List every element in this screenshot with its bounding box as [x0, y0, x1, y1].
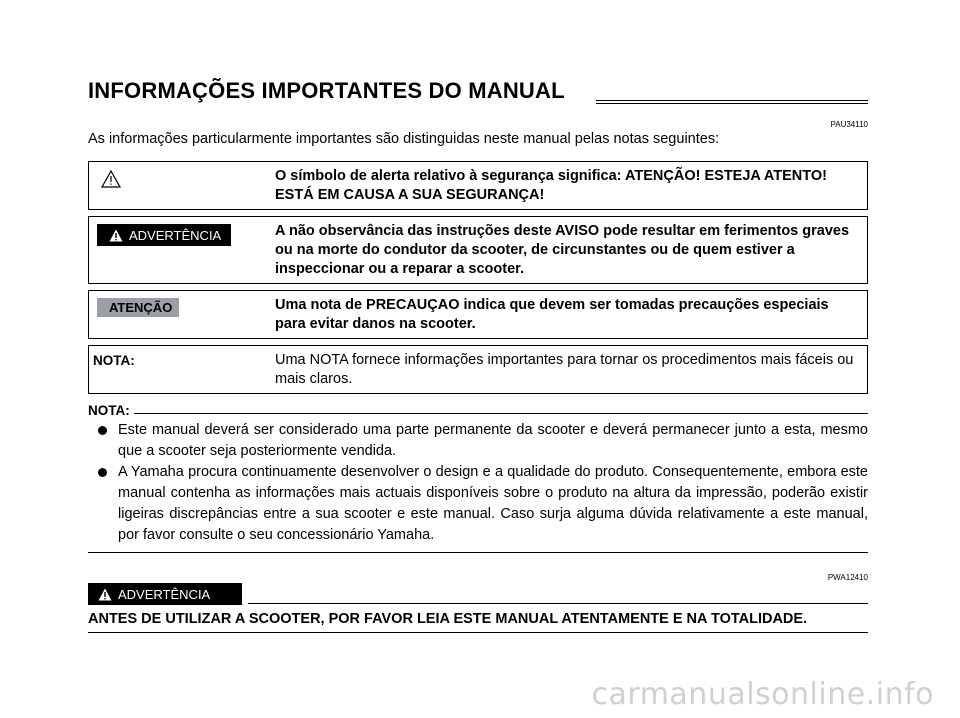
warning-badge-label: ADVERTÊNCIA	[129, 227, 222, 243]
note-box	[88, 345, 868, 394]
warning-code: PWA12410	[827, 573, 868, 582]
caution-badge: ATENÇÃO	[97, 298, 179, 317]
note-section-header	[88, 402, 868, 418]
bottom-warning-text: ANTES DE UTILIZAR A SCOOTER, POR FAVOR LEIA ESTE MANUAL ATENTAMENTE E NA TOTALIDADE.	[88, 611, 808, 627]
warning-text: A não observância das instruções deste AVISO pode resultar em ferimentos graves ou na morte do condutor da scooter, de circunstantes ou de quem estiver a inspeccionar ou a reparar a scooter.	[275, 223, 850, 277]
warning-box	[88, 216, 868, 284]
note-bullet-list	[88, 420, 868, 546]
bullet-icon	[98, 468, 107, 477]
caution-text: Uma nota de PRECAUÇAO indica que devem ser tomadas precauções especiais para evitar danos na scooter.	[275, 297, 829, 332]
bottom-warning-badge	[88, 583, 242, 605]
warning-triangle-icon	[98, 588, 112, 601]
caution-box	[88, 290, 868, 339]
title-rule-secondary	[596, 103, 868, 104]
title-rule	[596, 100, 868, 101]
note-text: Uma NOTA fornece informações importantes para tornar os procedimentos mais fáceis ou mais claros.	[275, 352, 854, 387]
bullet-icon	[98, 426, 107, 435]
note-section-label: NOTA:	[88, 403, 134, 418]
bottom-warning-rule	[248, 603, 868, 604]
watermark: carmanualsonline.info	[591, 677, 934, 712]
list-item: Este manual deverá ser considerado uma parte permanente da scooter e deverá permanecer junto a esta, mesmo que a scooter seja posteriormente vendida.	[88, 420, 868, 462]
list-item: A Yamaha procura continuamente desenvolver o design e a qualidade do produto. Consequentemente, embora este manual contenha as informações mais actuais disponíveis sobre o produto na altura da impressão, poderão existir ligeiras discrepâncias entre a sua scooter e este manual. Caso surja alguma dúvida relativamente a este manual, por favor consulte o seu concessionário Yamaha.	[88, 462, 868, 546]
bottom-warning-header	[88, 583, 868, 605]
bottom-warning-end-rule	[88, 632, 868, 633]
note-section-rule	[134, 413, 868, 414]
warning-triangle-icon	[109, 229, 123, 242]
alert-symbol-text: O símbolo de alerta relativo à segurança significa: ATENÇÃO! ESTEJA ATENTO! ESTÁ EM CAUSA A SUA SEGURANÇA!	[275, 168, 827, 203]
note-section-end-rule	[88, 552, 868, 553]
alert-symbol-box	[88, 161, 868, 210]
manual-page	[88, 78, 868, 633]
title-row	[88, 78, 868, 108]
intro-text: As informações particularmente importantes são distinguidas neste manual pelas notas seguintes:	[88, 131, 720, 147]
bottom-warning-badge-label: ADVERTÊNCIA	[118, 586, 211, 602]
warning-badge	[97, 224, 231, 246]
section-code: PAU34110	[830, 120, 868, 129]
page-title: INFORMAÇÕES IMPORTANTES DO MANUAL	[88, 78, 565, 103]
note-label: NOTA:	[93, 353, 135, 368]
warning-triangle-outline-icon	[101, 170, 121, 188]
